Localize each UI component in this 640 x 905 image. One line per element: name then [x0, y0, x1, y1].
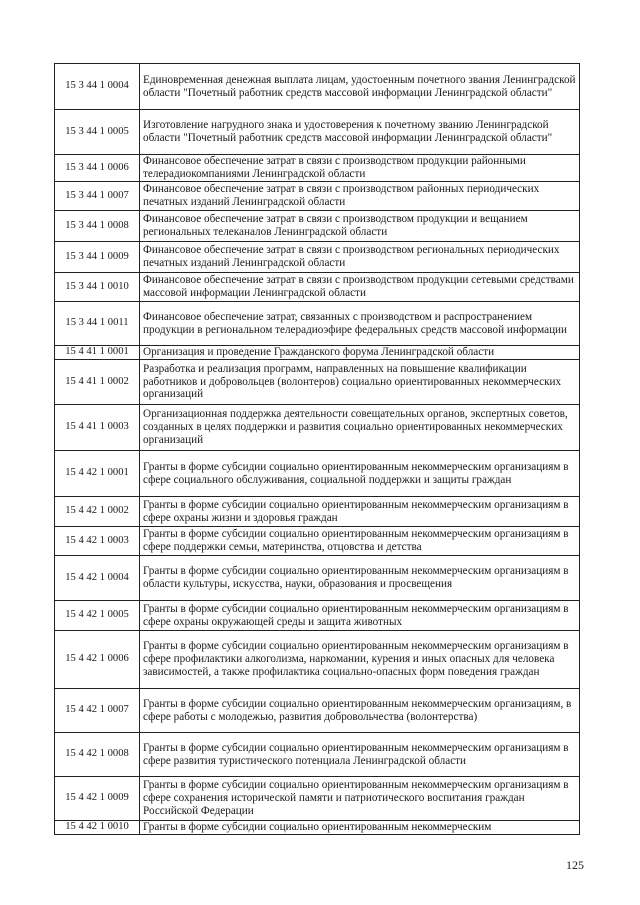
table-row [55, 346, 580, 360]
table-row [55, 360, 580, 405]
table-row [55, 302, 580, 346]
row-code: 15 4 42 1 0007 [55, 689, 140, 733]
row-code: 15 4 42 1 0005 [55, 601, 140, 631]
table-row [55, 182, 580, 211]
row-code: 15 4 42 1 0003 [55, 527, 140, 556]
row-name: Гранты в форме субсидии социально ориентированным некоммерческим организациям в сфере сохранения исторической памяти и патриотического воспитания граждан Российской Федерации [140, 777, 580, 821]
row-name: Гранты в форме субсидии социально ориентированным некоммерческим организациям в сфере развития туристического потенциала Ленинградской области [140, 733, 580, 777]
row-name: Финансовое обеспечение затрат в связи с производством продукции сетевыми средствами массовой информации Ленинградской области [140, 273, 580, 302]
table-row [55, 631, 580, 689]
table-row [55, 777, 580, 821]
row-code: 15 3 44 1 0010 [55, 273, 140, 302]
row-code: 15 4 42 1 0008 [55, 733, 140, 777]
table-row [55, 405, 580, 451]
table-row [55, 64, 580, 110]
row-name: Единовременная денежная выплата лицам, удостоенным почетного звания Ленинградской области "Почетный работник средств массовой информации Ленинградской области" [140, 64, 580, 110]
row-name: Финансовое обеспечение затрат в связи с производством продукции районными телерадиокомпаниями Ленинградской области [140, 155, 580, 182]
row-name: Организационная поддержка деятельности совещательных органов, экспертных советов, созданных в целях поддержки и развития социально ориентированных некоммерческих организаций [140, 405, 580, 451]
budget-classification-table [54, 63, 580, 835]
row-code: 15 4 41 1 0002 [55, 360, 140, 405]
row-name: Финансовое обеспечение затрат, связанных с производством и распространением продукции в региональном телерадиоэфире федеральных средств массовой информации [140, 302, 580, 346]
table-row [55, 155, 580, 182]
table-row [55, 689, 580, 733]
row-code: 15 4 42 1 0006 [55, 631, 140, 689]
row-code: 15 4 42 1 0002 [55, 497, 140, 527]
table-row [55, 556, 580, 601]
row-name: Гранты в форме субсидии социально ориентированным некоммерческим организациям в области культуры, искусства, науки, образования и просвещения [140, 556, 580, 601]
row-code: 15 3 44 1 0007 [55, 182, 140, 211]
row-name: Гранты в форме субсидии социально ориентированным некоммерческим организациям, в сфере работы с молодежью, развития добровольчества (волонтерства) [140, 689, 580, 733]
row-name: Финансовое обеспечение затрат в связи с производством продукции и вещанием региональных телеканалов Ленинградской области [140, 211, 580, 242]
table-row [55, 451, 580, 497]
page-number: 125 [566, 858, 584, 872]
row-code: 15 4 41 1 0001 [55, 346, 140, 360]
row-code: 15 4 42 1 0010 [55, 821, 140, 835]
row-code: 15 3 44 1 0008 [55, 211, 140, 242]
table-row [55, 733, 580, 777]
row-code: 15 3 44 1 0005 [55, 110, 140, 155]
table-row [55, 242, 580, 273]
row-name: Гранты в форме субсидии социально ориентированным некоммерческим [140, 821, 580, 835]
row-code: 15 3 44 1 0006 [55, 155, 140, 182]
table-row [55, 527, 580, 556]
row-name: Изготовление нагрудного знака и удостоверения к почетному званию Ленинградской области "Почетный работник средств массовой информации Ленинградской области" [140, 110, 580, 155]
row-name: Финансовое обеспечение затрат в связи с производством районных периодических печатных изданий Ленинградской области [140, 182, 580, 211]
row-name: Гранты в форме субсидии социально ориентированным некоммерческим организациям в сфере профилактики алкоголизма, наркомании, курения и иных опасных для человека зависимостей, а также профилактика социально-опасных форм поведения граждан [140, 631, 580, 689]
row-code: 15 4 41 1 0003 [55, 405, 140, 451]
row-code: 15 3 44 1 0011 [55, 302, 140, 346]
table-row [55, 110, 580, 155]
row-code: 15 4 42 1 0001 [55, 451, 140, 497]
row-name: Гранты в форме субсидии социально ориентированным некоммерческим организациям в сфере социального обслуживания, социальной поддержки и защиты граждан [140, 451, 580, 497]
row-name: Финансовое обеспечение затрат в связи с производством региональных периодических печатных изданий Ленинградской области [140, 242, 580, 273]
row-code: 15 4 42 1 0004 [55, 556, 140, 601]
table-row [55, 273, 580, 302]
row-code: 15 3 44 1 0009 [55, 242, 140, 273]
row-name: Разработка и реализация программ, направленных на повышение квалификации работников и добровольцев (волонтеров) социально ориентированных некоммерческих организаций [140, 360, 580, 405]
table-row [55, 821, 580, 835]
table-row [55, 497, 580, 527]
table-row [55, 601, 580, 631]
row-name: Гранты в форме субсидии социально ориентированным некоммерческим организациям в сфере охраны жизни и здоровья граждан [140, 497, 580, 527]
row-name: Гранты в форме субсидии социально ориентированным некоммерческим организациям в сфере поддержки семьи, материнства, отцовства и детства [140, 527, 580, 556]
table-row [55, 211, 580, 242]
row-name: Организация и проведение Гражданского форума Ленинградской области [140, 346, 580, 360]
row-code: 15 4 42 1 0009 [55, 777, 140, 821]
row-code: 15 3 44 1 0004 [55, 64, 140, 110]
row-name: Гранты в форме субсидии социально ориентированным некоммерческим организациям в сфере охраны окружающей среды и защита животных [140, 601, 580, 631]
